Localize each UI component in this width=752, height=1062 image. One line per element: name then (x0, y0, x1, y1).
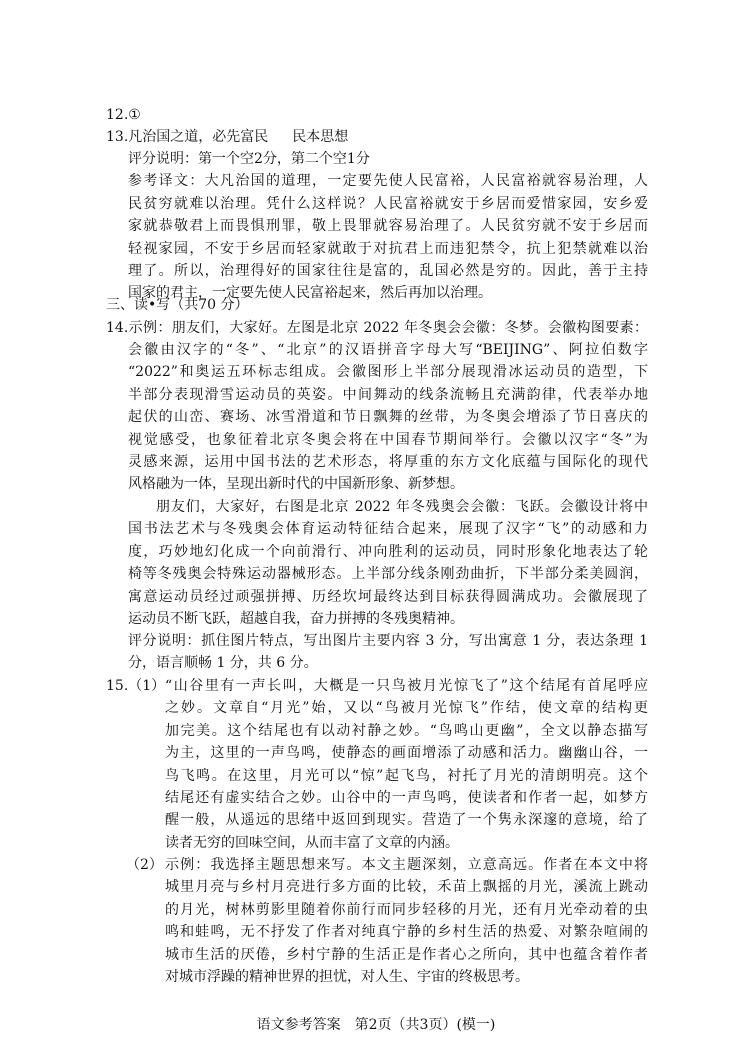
q14-line: 度，巧妙地幻化成一个向前滑行、冲向胜利的运动员，同时形象化地表达了轮 (128, 543, 648, 560)
q14-line: 朋友们，大家好，右图是北京 2022 年冬残奥会会徽：飞跃。会徽设计将中 (156, 499, 648, 515)
q13-translation-line: 民贫穷就难以治理。凭什么这样说？人民富裕就安于乡居而爱惜家园，安乡爱 (128, 195, 648, 212)
q15-line: 鸟飞鸣。在这里，月光可以“惊”起飞鸟，衬托了月光的清朗明亮。这个 (165, 767, 648, 784)
q13-answer (106, 126, 348, 148)
q13-translation-line: 理了。所以，治理得好的国家往往是富的，乱国必然是穷的。因此，善于主持 (128, 262, 648, 279)
q14-line: 寓意运动员经过顽强拼搏、历经坎坷最终达到目标获得圆满成功。会徽展现了 (128, 588, 648, 605)
q14-line: 风格融为一体，呈现出新时代的中国新形象、新梦想。 (128, 476, 464, 493)
q15-line: 示例：我选择主题思想来写。本文主题深刻，立意高远。作者在本文中将 (165, 857, 648, 873)
q14-line: 椅等冬残奥会特殊运动器械形态。上半部分线条刚劲曲折，下半部分柔美圆润， (128, 566, 648, 583)
q14-line: 国书法艺术与冬残奥会体育运动特征结合起来，展现了汉字“飞”的动感和力 (128, 521, 648, 538)
q13-scoring: 评分说明：第一个空2分，第二个空1分 (128, 151, 370, 167)
q14-line: 14.示例：朋友们，大家好。左图是北京 2022 年冬奥会会徽：冬梦。会徽构图要素： (106, 320, 648, 336)
q15-line: 读者无穷的回味空间，从而丰富了文章的内涵。 (165, 834, 459, 851)
q15-line: 之妙。文章自“月光”始，又以“鸟被月光惊飞”作结，使文章的结构更 (165, 700, 648, 717)
q14-line: 运动员不断飞跃，超越自我，奋力拼搏的冬残奥精神。 (128, 610, 464, 627)
section-3-title: 三、读•写（共70 分） (106, 297, 249, 313)
q14-line: 灵感来源，运用中国书法的艺术形态，将厚重的东方文化底蕴与国际化的现代 (128, 453, 648, 470)
q15-label: 15.（1） (106, 678, 166, 694)
q14-para1 (128, 339, 648, 496)
q13-answer-a: 13.凡治国之道，必先富民 (106, 129, 269, 145)
q14-scoring: 评分说明：抓住图片特点，写出图片主要内容 3 分，写出寓意 1 分，表达条理 1 分，语言顺畅 1 分，共 6 分。 (128, 633, 648, 672)
q14-line: 起伏的山峦、赛场、冰雪滑道和节日飘舞的丝带，为冬奥会增添了节日喜庆的 (128, 409, 648, 426)
q13-answer-b: 民本思想 (292, 129, 349, 145)
q15-part1-label (106, 675, 165, 697)
q14-line: 会徽由汉字的“冬”、“北京”的汉语拼音字母大写“BEIJING”、阿拉伯数字 (128, 342, 648, 358)
q13-translation-line: 家就恭敬君上而畏惧刑罪，敬上畏罪就容易治理了。人民贫穷就不安于乡居而 (128, 218, 648, 235)
q14-para2 (128, 496, 648, 630)
q13-translation-line: 轻视家园，不安于乡居而轻家就敢于对抗君上而违犯禁令，抗上犯禁就难以治 (128, 240, 648, 257)
q14-line: “2022”和奥运五环标志组成。会徽图形上半部分展现滑冰运动员的造型，下 (128, 364, 648, 381)
q13-translation-line: 国家的君主，一定要先使人民富裕起来，然后再加以治理。 (128, 285, 492, 302)
q13-answer-line (106, 126, 348, 148)
q15-line: 对城市浮躁的精神世界的担忧，对人生、宇宙的终极思考。 (165, 968, 529, 985)
q15-line: 的月光，树林剪影里随着你前行而同步轻移的月光，还有月光牵动着的虫 (165, 901, 648, 918)
q15-part2-label (126, 854, 163, 876)
page-footer: 语文参考答案 第2页（共3页）(模一) (256, 1017, 496, 1033)
q15-part1 (165, 675, 648, 854)
q15-label: （2） (126, 857, 163, 873)
q15-line: 为主，这里的一声鸟鸣，使静态的画面增添了动感和活力。幽幽山谷，一 (165, 745, 648, 762)
q14-scoring-block (128, 630, 648, 675)
q14-para1-first (106, 317, 648, 339)
q15-part2 (165, 854, 648, 988)
q15-line: 醒一般，从遥远的思绪中返回到现实。营造了一个隽永深邃的意境，给了 (165, 812, 648, 829)
q12-answer (106, 104, 141, 126)
q14-line: 视觉感受，也象征着北京冬奥会将在中国春节期间举行。会徽以汉字“冬”为 (128, 431, 648, 448)
section-title (106, 294, 249, 316)
q13-translation-line: 参考译文：大凡治国的道理，一定要先使人民富裕，人民富裕就容易治理，人 (128, 173, 648, 190)
q14-line: 半部分表现滑雪运动员的英姿。中间舞动的线条流畅且充满韵律，代表举办地 (128, 386, 648, 403)
q15-line: 城里月亮与乡村月亮进行多方面的比较，禾苗上飘摇的月光，溪流上跳动 (165, 879, 648, 896)
q15-line: 城市生活的厌倦，乡村宁静的生活正是作者心之所向，其中也蕴含着作者 (165, 946, 648, 963)
q15-line: 鸣和蛙鸣，无不抒发了作者对纯真宁静的乡村生活的热爱、对繁杂喧闹的 (165, 924, 648, 941)
q15-line: “山谷里有一声长叫，大概是一只鸟被月光惊飞了”这个结尾有首尾呼应 (165, 678, 648, 694)
q12-line: 12.① (106, 107, 141, 123)
q15-line: 结尾还有虚实结合之妙。山谷中的一声鸟鸣，使读者和作者一起，如梦方 (165, 789, 648, 806)
q13-body (128, 148, 648, 305)
q15-line: 加完美。这个结尾也有以动衬静之妙。“鸟鸣山更幽”，全文以静态描写 (165, 722, 648, 739)
